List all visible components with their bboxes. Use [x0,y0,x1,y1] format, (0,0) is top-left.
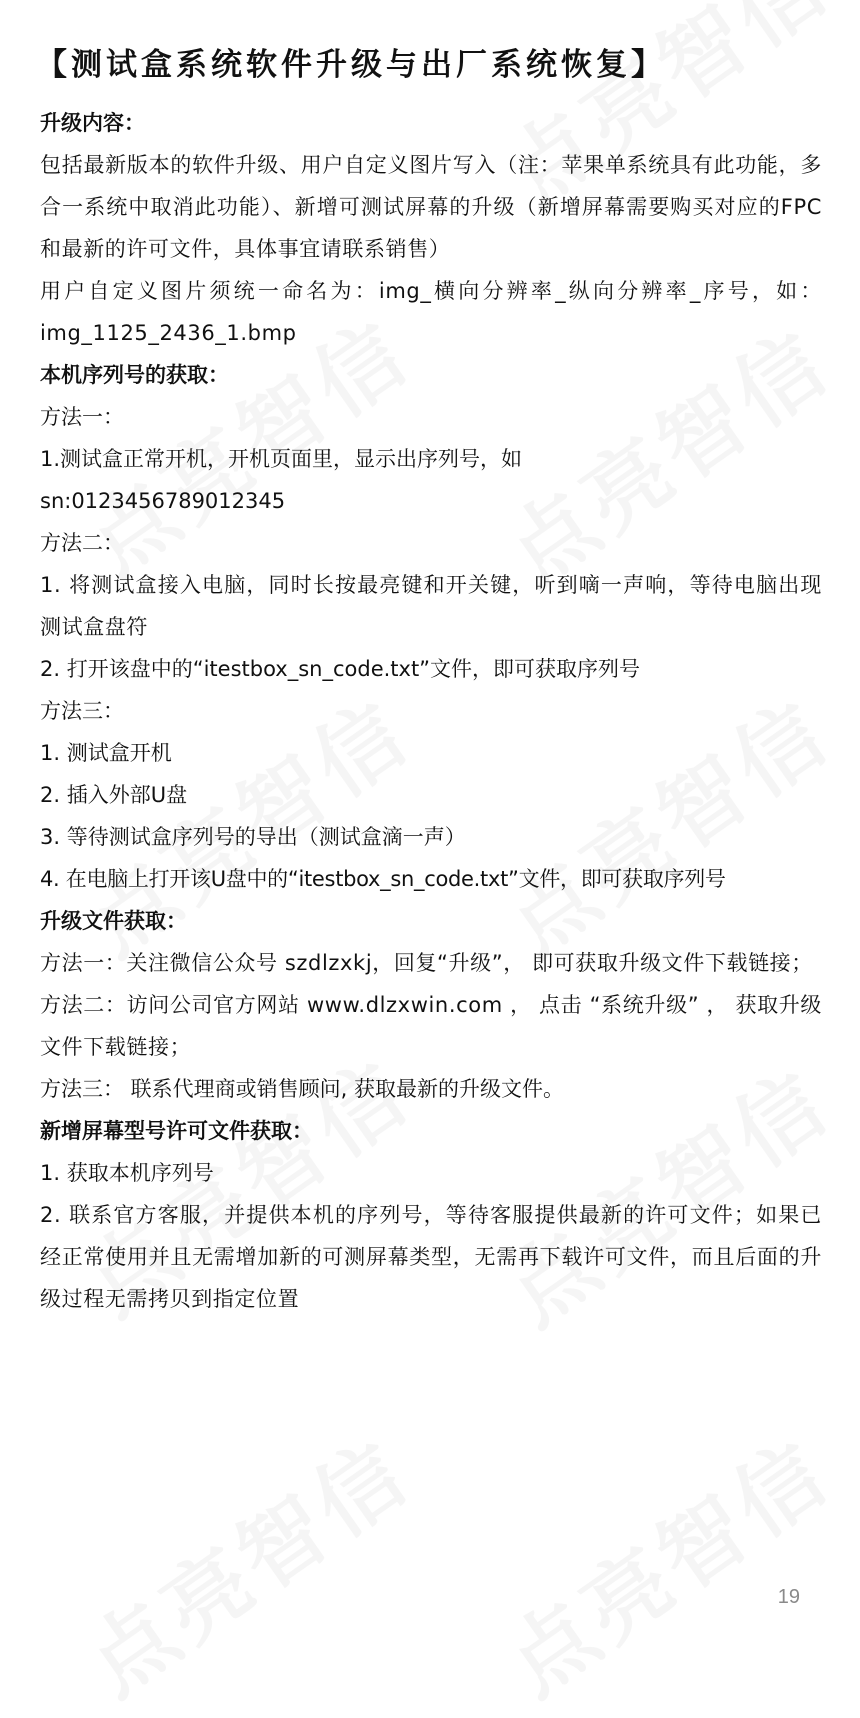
image-naming-paragraph: 用户自定义图片须统一命名为：img_横向分辨率_纵向分辨率_序号，如：img_1125_2436_1.bmp [40,279,822,345]
method-label: 方法一： [40,405,124,429]
upgrade-paragraph: 包括最新版本的软件升级、用户自定义图片写入（注：苹果单系统具有此功能，多合一系统中取消此功能）、新增可测试屏幕的升级（新增屏幕需要购买对应的FPC和最新的许可文件，具体事宜请联系销售） [40,153,822,261]
page-title: 【测试盒系统软件升级与出厂系统恢复】 [36,47,666,83]
watermark [58,1406,431,1718]
method-step: 4. 在电脑上打开该U盘中的“itestbox_sn_code.txt”文件，即可获取序列号 [40,867,726,891]
method-label: 方法三： [40,699,124,723]
license-step: 2. 联系官方客服，并提供本机的序列号，等待客服提供最新的许可文件；如果已经正常使用并且无需增加新的可测屏幕类型，无需再下载许可文件，而且后面的升级过程无需拷贝到指定位置 [40,1203,822,1311]
page-number: 19 [777,1586,800,1608]
serial-example: sn:0123456789012345 [40,489,286,513]
section-heading-serial: 本机序列号的获取： [40,363,229,387]
method-paragraph: 方法二：访问公司官方网站 www.dlzxwin.com ， 点击 “系统升级” ， 获取升级文件下载链接； [40,993,822,1059]
watermark [478,1406,851,1718]
method-step: 2. 打开该盘中的“itestbox_sn_code.txt”文件，即可获取序列号 [40,657,641,681]
section-heading-license: 新增屏幕型号许可文件获取： [40,1119,313,1143]
method-step: 2. 插入外部U盘 [40,783,188,807]
method-step: 1.测试盒正常开机，开机页面里，显示出序列号，如 [40,447,523,471]
section-heading-files: 升级文件获取： [40,909,187,933]
method-paragraph: 方法三： 联系代理商或销售顾问, 获取最新的升级文件。 [40,1077,565,1101]
license-step: 1. 获取本机序列号 [40,1161,214,1185]
method-step: 3. 等待测试盒序列号的导出（测试盒滴一声） [40,825,466,849]
section-heading-upgrade: 升级内容： [40,111,145,135]
method-label: 方法二： [40,531,124,555]
method-step: 1. 测试盒开机 [40,741,172,765]
document-body [36,40,822,1320]
method-paragraph: 方法一：关注微信公众号 szdlzxkj，回复“升级”， 即可获取升级文件下载链接； [40,951,813,975]
method-step: 1. 将测试盒接入电脑，同时长按最亮键和开关键，听到嘀一声响，等待电脑出现测试盒盘符 [40,573,822,639]
